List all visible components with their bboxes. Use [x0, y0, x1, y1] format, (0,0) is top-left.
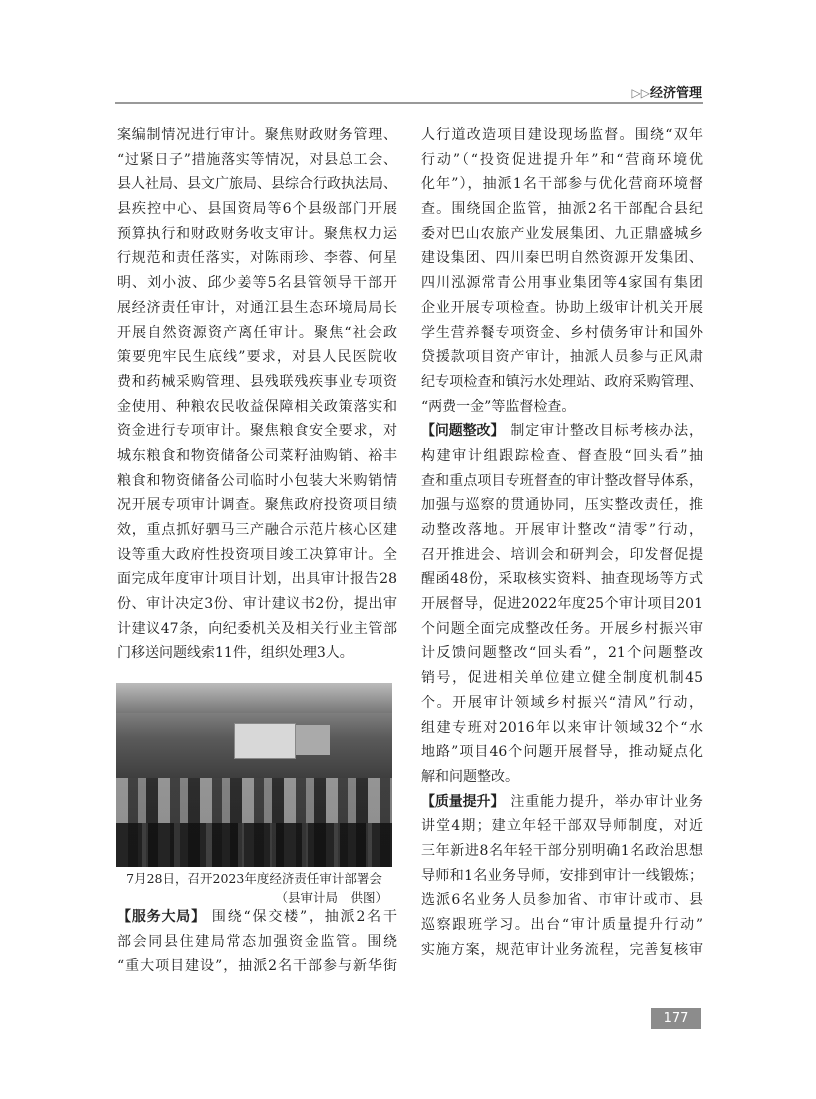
text-line: 查。围绕国企监管，抽派2名干部配合县纪 [421, 201, 703, 218]
text-line: 展经济责任审计，对通江县生态环境局局长 [117, 299, 397, 316]
text-line: 委对巴山农旅产业发展集团、九正鼎盛城乡 [421, 225, 703, 242]
text-line: 明、刘小波、邱少姜等5名县管领导干部开 [117, 275, 397, 292]
text-line: 选派6名业务人员参加省、市审计或市、县 [421, 892, 703, 909]
service-section [117, 905, 397, 979]
text-line: 效，重点抓好驷马三产融合示范片核心区建 [117, 522, 397, 538]
text-line: 部会同县住建局常态加强资金监管。围绕 [117, 933, 397, 950]
text-line: 三年新进8名年轻干部分别明确1名政治思想 [421, 842, 703, 859]
text-line: 城东粮食和物资储备公司菜籽油购销、裕丰 [117, 447, 397, 464]
photo-caption [116, 869, 392, 907]
text-line: 案编制情况进行审计。聚焦财政财务管理、 [117, 127, 397, 143]
text-line: 行规范和责任落实，对陈雨珍、李蓉、何星 [117, 250, 397, 267]
banner [296, 725, 330, 755]
text-line: 构建审计组跟踪检查、督查股“回头看”抽 [421, 447, 703, 464]
text-line: 门移送问题线索11件，组织处理3人。 [117, 645, 354, 662]
text-line: 份、审计决定3份、审计建议书2份，提出审 [117, 596, 397, 613]
text-line: 开展督导，促进2022年度25个审计项目201 [421, 596, 703, 613]
text-line: 粮食和物资储备公司临时小包装大米购销情 [117, 472, 397, 489]
text-line: 建设集团、四川秦巴明自然资源开发集团、 [421, 250, 703, 267]
text-line: 查和重点项目专班督查的审计整改督导体系， [421, 472, 703, 489]
text-line: 加强与巡察的贯通协同，压实整改责任，推 [421, 497, 703, 514]
ceiling [116, 683, 392, 713]
text-line: 开展自然资源资产离任审计。聚焦“社会政 [117, 324, 397, 341]
page-number: 177 [651, 1008, 701, 1029]
text-line: 个问题全面完成整改任务。开展乡村振兴审 [421, 620, 703, 637]
text-line: 解和问题整改。 [421, 768, 519, 785]
text-line: 面完成年度审计项目计划，出具审计报告28 [117, 571, 397, 588]
text-run: 注重能力提升，举办审计业务 [510, 793, 704, 810]
text-line: 资金进行专项审计。聚焦粮食安全要求，对 [117, 423, 397, 440]
text-line: “两费一金”等监督检查。 [421, 398, 576, 415]
section-title: 经济管理 [649, 86, 702, 101]
text-line: 计建议47条，向纪委机关及相关行业主管部 [117, 620, 397, 637]
text-line [421, 790, 703, 815]
caption-line: 7月28日，召开2023年度经济责任审计部署会 [126, 871, 382, 886]
text-line: 四川泓源常青公用事业集团等4家国有集团 [421, 275, 703, 292]
double-triangle-icon: ▷▷ [631, 86, 650, 100]
text-line: “重大项目建设”，抽派2名干部参与新华街 [117, 958, 397, 975]
text-line [421, 419, 703, 444]
text-line: 费和药械采购管理、县残联残疾事业专项资 [117, 373, 397, 390]
text-run: 制定审计整改目标考核办法， [510, 423, 704, 440]
text-line: 召开推进会、培训会和研判会，印发督促提 [421, 546, 703, 563]
text-line: 贷援款项目资产审计，抽派人员参与正风肃 [421, 349, 703, 366]
text-line: 讲堂4期；建立年轻干部双导师制度，对近 [421, 818, 703, 835]
text-line: 预算执行和财政财务收支审计。聚焦权力运 [117, 225, 397, 242]
right-column-text [421, 123, 703, 962]
text-line: 组建专班对2016年以来审计领域32个“水 [421, 719, 703, 736]
text-line: 县疾控中心、县国资局等6个县级部门开展 [117, 201, 397, 218]
projection-screen [234, 723, 296, 759]
running-header [590, 82, 702, 101]
text-line: 导师和1名业务导师，安排到审计一线锻炼； [421, 867, 703, 884]
chairs [116, 823, 392, 867]
text-line: 销号，促进相关单位建立健全制度机制45 [421, 670, 703, 687]
text-line [117, 905, 397, 930]
text-line: 醒函48份，采取核实资料、抽查现场等方式 [421, 571, 703, 588]
text-line: 纪专项检查和镇污水处理站、政府采购管理、 [421, 373, 703, 390]
caption-credit: （县审计局 供图） [275, 890, 388, 905]
text-line: 个。开展审计领域乡村振兴“清风”行动， [421, 694, 703, 711]
meeting-photo [116, 683, 392, 867]
text-line: 县人社局、县文广旅局、县综合行政执法局、 [117, 176, 397, 193]
text-line: 策要兜牢民生底线”要求，对县人民医院收 [117, 349, 397, 366]
header-rule [115, 102, 703, 104]
section-heading: 【问题整改】 [421, 423, 505, 440]
text-line: 行动”（“投资促进提升年”和“营商环境优 [421, 151, 703, 168]
text-run: 围绕“保交楼”，抽派2名干 [211, 909, 397, 925]
section-heading: 【服务大局】 [117, 909, 206, 925]
text-line: 况开展专项审计调查。聚焦政府投资项目绩 [117, 497, 397, 514]
text-line: 化年”），抽派1名干部参与优化营商环境督 [421, 176, 703, 193]
text-line: 人行道改造项目建设现场监督。围绕“双年 [421, 127, 703, 143]
section-heading: 【质量提升】 [421, 793, 505, 810]
text-line: 实施方案，规范审计业务流程，完善复核审 [421, 941, 703, 958]
text-line: 金使用、种粮农民收益保障相关政策落实和 [117, 398, 397, 415]
text-line: 计反馈问题整改“回头看”，21个问题整改 [421, 645, 703, 662]
text-line: 动整改落地。开展审计整改“清零”行动， [421, 522, 703, 538]
text-line: 巡察跟班学习。出台“审计质量提升行动” [421, 917, 703, 933]
text-line: 企业开展专项检查。协助上级审计机关开展 [421, 299, 703, 316]
text-line: 地路”项目46个问题开展督导，推动疑点化 [421, 744, 703, 761]
text-line: “过紧日子”措施落实等情况，对县总工会、 [117, 151, 397, 168]
text-line: 设等重大政府性投资项目竣工决算审计。全 [117, 546, 397, 563]
text-line: 学生营养餐专项资金、乡村债务审计和国外 [421, 324, 703, 341]
left-column-text [117, 123, 397, 666]
